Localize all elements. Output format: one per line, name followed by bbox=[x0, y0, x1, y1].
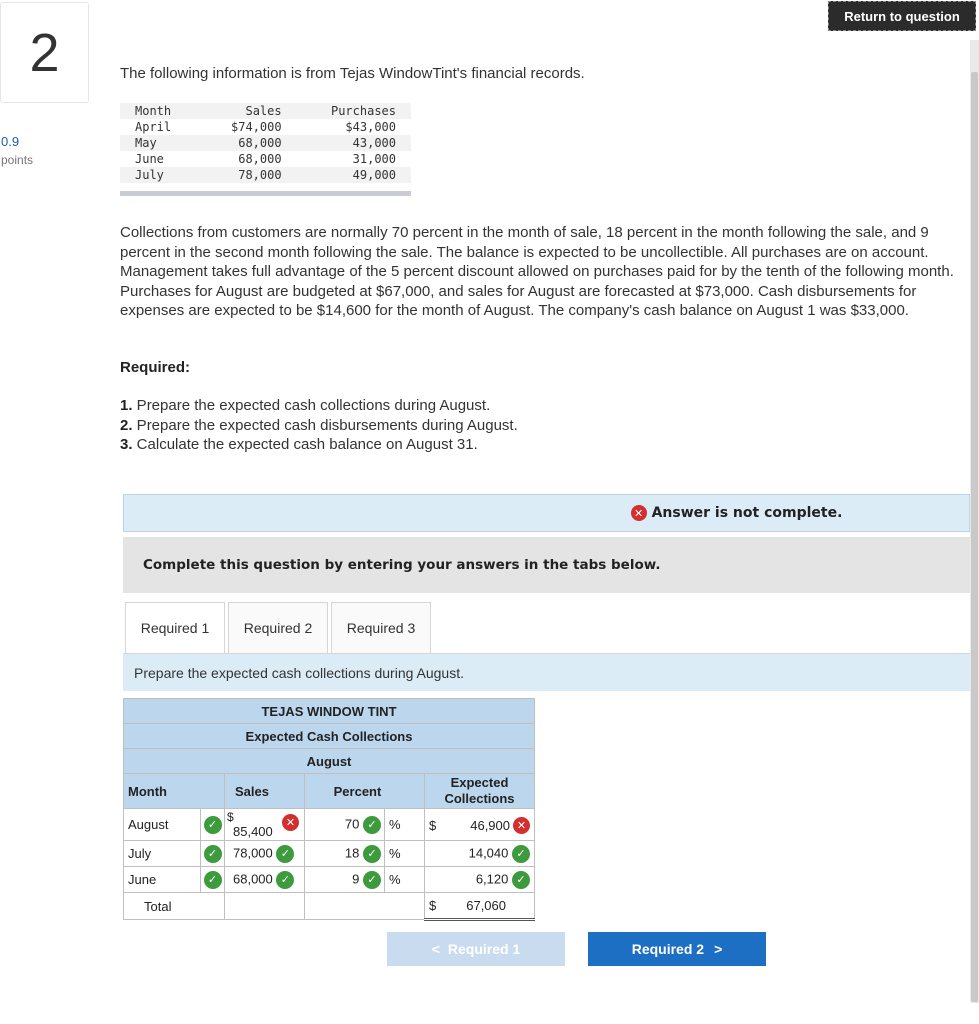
required-item bbox=[120, 396, 518, 416]
incorrect-icon: ✕ bbox=[631, 505, 647, 521]
row-expected-input[interactable]: 6,120 bbox=[475, 871, 509, 886]
table-row bbox=[124, 841, 535, 867]
tab-instruction: Prepare the expected cash collections during August. bbox=[123, 654, 970, 691]
record-purchases: $43,000 bbox=[345, 120, 396, 134]
record-month: May bbox=[120, 135, 200, 151]
required-item bbox=[120, 416, 518, 436]
row-month-input[interactable]: August bbox=[124, 809, 201, 841]
correct-check-icon: ✓ bbox=[276, 845, 294, 863]
row-month-input[interactable]: July bbox=[124, 841, 201, 867]
row-sales-input[interactable]: 85,400 bbox=[233, 823, 273, 839]
row-sales-input[interactable]: 68,000 bbox=[233, 871, 273, 886]
correct-check-icon: ✓ bbox=[204, 816, 222, 834]
correct-check-icon: ✓ bbox=[363, 816, 381, 834]
correct-check-icon: ✓ bbox=[276, 871, 294, 889]
record-month: June bbox=[135, 152, 164, 166]
incorrect-icon: ✕ bbox=[513, 817, 530, 834]
problem-paragraph: Collections from customers are normally 70 percent in the month of sale, 18 percent in the month following the sale, and 9 percent in the second month following the sale. The balance is expected to be uncollectible. All purchases are on account. Management takes full advantage of the 5 percent discount allowed on purchases paid for by the tenth of the following month. Purchases for August are budgeted at $67,000, and sales for August are forecasted at $73,000. Cash disbursements for expenses are expected to be $14,600 for the month of August. The company's cash balance on August 1 was $33,000. bbox=[120, 224, 954, 319]
correct-check-icon: ✓ bbox=[363, 845, 381, 863]
table-row bbox=[120, 119, 411, 135]
required-title: Required: bbox=[120, 359, 191, 376]
tab-required-3[interactable]: Required 3 bbox=[331, 602, 431, 654]
correct-check-icon: ✓ bbox=[204, 871, 222, 889]
required-item-number: 1. bbox=[120, 397, 133, 414]
correct-check-icon: ✓ bbox=[204, 845, 222, 863]
col-header-expected: Expected Collections bbox=[425, 774, 535, 809]
table-company: TEJAS WINDOW TINT bbox=[124, 699, 535, 724]
row-expected-input[interactable]: 46,900 bbox=[470, 817, 510, 833]
record-sales: 68,000 bbox=[238, 152, 282, 166]
total-value: 67,060 bbox=[466, 897, 506, 913]
records-header-sales: Sales bbox=[200, 103, 297, 119]
dollar-sign: $ bbox=[227, 809, 234, 824]
record-purchases: 49,000 bbox=[297, 167, 411, 183]
record-sales: 68,000 bbox=[200, 135, 297, 151]
col-header-month: Month bbox=[124, 774, 225, 809]
record-month: April bbox=[135, 120, 172, 134]
instructions-text: Complete this question by entering your answers in the tabs below. bbox=[143, 557, 661, 573]
financial-records-table bbox=[120, 103, 411, 183]
intro-text: The following information is from Tejas WindowTint's financial records. bbox=[120, 65, 585, 82]
tab-required-1[interactable]: Required 1 bbox=[125, 602, 225, 654]
required-list bbox=[120, 396, 518, 455]
col-header-percent: Percent bbox=[305, 774, 425, 809]
required-item-number: 3. bbox=[120, 436, 133, 453]
record-sales: 78,000 bbox=[200, 167, 297, 183]
correct-check-icon: ✓ bbox=[512, 871, 530, 889]
table-title: Expected Cash Collections bbox=[124, 724, 535, 749]
prev-required-label: Required 1 bbox=[447, 941, 521, 957]
col-header-sales: Sales bbox=[225, 774, 305, 809]
required-item-text: Prepare the expected cash collections during August. bbox=[132, 397, 491, 414]
record-purchases: 43,000 bbox=[297, 135, 411, 151]
percent-sign: % bbox=[385, 841, 425, 867]
percent-sign: % bbox=[385, 809, 425, 841]
question-number: 2 bbox=[0, 2, 89, 103]
records-header-purchases: Purchases bbox=[297, 103, 411, 119]
points-label: points bbox=[1, 153, 34, 167]
tab-required-2[interactable]: Required 2 bbox=[228, 602, 328, 654]
table-row bbox=[124, 867, 535, 893]
chevron-right-icon: > bbox=[714, 941, 723, 957]
answer-status-banner bbox=[123, 494, 970, 532]
table-divider bbox=[120, 191, 411, 196]
table-row bbox=[120, 167, 411, 183]
answer-status-text: Answer is not complete. bbox=[651, 505, 843, 521]
return-to-question-button[interactable]: Return to question bbox=[828, 1, 976, 31]
prev-required-button[interactable] bbox=[387, 932, 565, 966]
table-row-total bbox=[124, 893, 535, 920]
table-row bbox=[120, 151, 411, 167]
next-required-label: Required 2 bbox=[631, 941, 705, 957]
record-month: July bbox=[120, 167, 200, 183]
dollar-sign: $ bbox=[429, 817, 437, 833]
chevron-left-icon: < bbox=[431, 941, 440, 957]
scrollbar-thumb[interactable] bbox=[971, 72, 978, 1002]
required-item-number: 2. bbox=[120, 416, 133, 434]
records-header-month: Month bbox=[120, 103, 200, 119]
required-item bbox=[120, 435, 518, 455]
row-percent-input[interactable]: 18 bbox=[344, 845, 360, 860]
cash-collections-table bbox=[123, 698, 535, 921]
points-value: 0.9 bbox=[1, 134, 20, 149]
row-month-input[interactable]: June bbox=[124, 867, 201, 893]
table-period: August bbox=[124, 749, 535, 774]
record-purchases: 31,000 bbox=[352, 152, 396, 166]
correct-check-icon: ✓ bbox=[512, 845, 530, 863]
required-item-text: Prepare the expected cash disbursements during August. bbox=[132, 416, 518, 434]
row-percent-input[interactable]: 70 bbox=[344, 816, 360, 831]
row-sales-input[interactable]: 78,000 bbox=[233, 845, 273, 860]
required-item-text: Calculate the expected cash balance on August 31. bbox=[132, 436, 478, 453]
incorrect-icon: ✕ bbox=[282, 814, 299, 831]
correct-check-icon: ✓ bbox=[363, 871, 381, 889]
row-percent-input[interactable]: 9 bbox=[352, 871, 360, 886]
percent-sign: % bbox=[385, 867, 425, 893]
record-sales: $74,000 bbox=[231, 120, 282, 134]
table-row bbox=[120, 135, 411, 151]
dollar-sign: $ bbox=[429, 897, 437, 913]
row-sales-cell bbox=[225, 809, 305, 841]
total-label: Total bbox=[124, 893, 225, 920]
instructions-box bbox=[123, 537, 970, 593]
table-row bbox=[124, 809, 535, 841]
row-expected-input[interactable]: 14,040 bbox=[468, 845, 509, 860]
next-required-button[interactable] bbox=[588, 932, 766, 966]
